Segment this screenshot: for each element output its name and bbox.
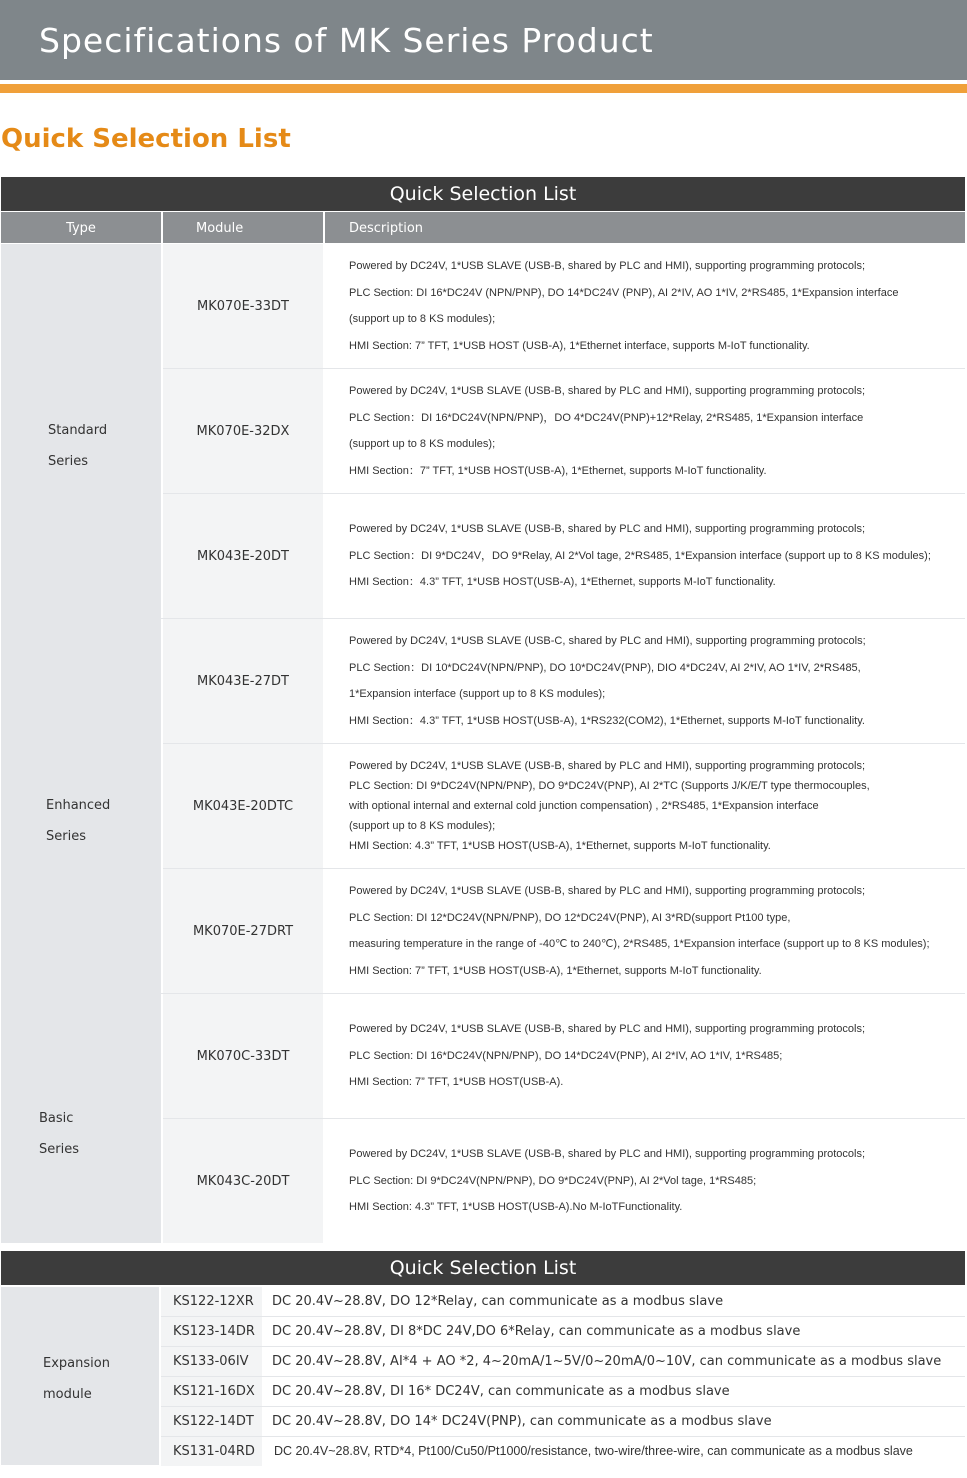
description-line: PLC Section: DI 9*DC24V(NPN/PNP), DO 9*DC24V(PNP), AI 2*TC (Supports J/K/E/T type thermocouples, [349,780,870,792]
type-label-line1: Enhanced [46,798,111,813]
description-line: (support up to 8 KS modules); [349,313,496,325]
description-cell [325,369,965,493]
description-line: (support up to 8 KS modules); [349,438,496,450]
model-cell: KS121-16DX [161,1377,262,1406]
description-line: HMI Section：4.3” TFT, 1*USB HOST(USB-A), 1*RS232(COM2), 1*Ethernet, supports M-IoT functionality. [349,714,865,727]
description-line: with optional internal and external cold junction compensation) , 2*RS485, 1*Expansion interface [349,800,819,812]
description-line: Powered by DC24V, 1*USB SLAVE (USB-B, shared by PLC and HMI), supporting programming protocols; [349,1023,866,1036]
type-group-standard [1,244,161,618]
description-line: Powered by DC24V, 1*USB SLAVE (USB-B, shared by PLC and HMI), supporting programming protocols; [349,760,866,772]
description-line: Powered by DC24V, 1*USB SLAVE (USB-B, shared by PLC and HMI), supporting programming protocols; [349,385,866,397]
description-line: PLC Section: DI 16*DC24V (NPN/PNP), DO 14*DC24V (PNP), AI 2*IV, AO 1*IV, 2*RS485, 1*Expansion interface [349,286,899,299]
model-cell: MK043E-20DT [163,494,323,618]
type-label-line1: Standard [48,423,108,438]
description-cell [325,494,965,618]
type-label-line2: Series [46,829,86,844]
model-cell: KS133-06IV [161,1347,262,1376]
description-line: Powered by DC24V, 1*USB SLAVE (USB-B, shared by PLC and HMI), supporting programming protocols; [349,1148,866,1161]
description-line: Powered by DC24V, 1*USB SLAVE (USB-B, shared by PLC and HMI), supporting programming protocols; [349,885,866,897]
banner-accent-line [0,84,967,93]
description-cell [325,869,965,993]
type-group-expansion [1,1287,159,1465]
model-cell: KS122-12XR [161,1287,262,1316]
description-line: HMI Section: 7” TFT, 1*USB HOST(USB-A), 1*Ethernet, supports M-IoT functionality. [349,964,762,977]
description-cell: DC 20.4V~28.8V, DI 8*DC 24V,DO 6*Relay, can communicate as a modbus slave [264,1317,965,1346]
description-line: (support up to 8 KS modules); [349,820,496,832]
description-cell: DC 20.4V~28.8V, DI 16* DC24V, can communicate as a modbus slave [264,1377,965,1406]
model-cell: MK070E-27DRT [163,869,323,993]
description-line: HMI Section: 7” TFT, 1*USB HOST (USB-A), 1*Ethernet interface, supports M-IoT functionality. [349,339,810,352]
type-label-line2: Series [39,1142,79,1157]
table-row [161,1317,965,1346]
description-line: HMI Section: 7” TFT, 1*USB HOST(USB-A). [349,1076,564,1089]
description-line: PLC Section: DI 12*DC24V(NPN/PNP), DO 12*DC24V(PNP), AI 3*RD(support Pt100 type, [349,911,791,924]
table-row [161,1287,965,1316]
column-header-type: Type [1,212,161,243]
section-title: Quick Selection List [1,124,291,154]
description-cell [325,994,965,1118]
type-label-line2: module [43,1387,92,1402]
type-group-enhanced [1,619,161,993]
description-line: PLC Section: DI 16*DC24V(NPN/PNP), DO 14*DC24V(PNP), AI 2*IV, AO 1*IV, 1*RS485; [349,1049,783,1062]
table-row [161,1347,965,1376]
type-label-line1: Basic [39,1111,74,1126]
description-line: Powered by DC24V, 1*USB SLAVE (USB-C, shared by PLC and HMI), supporting programming protocols; [349,635,866,647]
model-cell: MK070E-32DX [163,369,323,493]
description-line: Powered by DC24V, 1*USB SLAVE (USB-B, shared by PLC and HMI), supporting programming protocols; [349,523,866,536]
description-cell: DC 20.4V~28.8V, AI*4 + AO *2, 4~20mA/1~5V/0~20mA/0~10V, can communicate as a modbus slave [264,1347,965,1376]
model-cell: KS123-14DR [161,1317,262,1346]
page-title: Specifications of MK Series Product [39,21,654,60]
description-line: PLC Section: DI 9*DC24V(NPN/PNP), DO 9*DC24V(PNP), AI 2*Vol tage, 1*RS485; [349,1174,757,1187]
description-cell [325,1119,965,1243]
description-line: HMI Section: 4.3” TFT, 1*USB HOST(USB-A).No M-IoTFunctionality. [349,1201,683,1214]
description-cell [325,619,965,743]
column-header-module: Module [163,212,323,243]
model-cell: MK043E-20DTC [163,744,323,868]
table-row [161,1407,965,1436]
description-line: HMI Section: 4.3” TFT, 1*USB HOST(USB-A), 1*Ethernet, supports M-IoT functionality. [349,840,771,852]
table1-title: Quick Selection List [1,177,965,211]
description-line: PLC Section：DI 9*DC24V，DO 9*Relay, AI 2*Vol tage, 2*RS485, 1*Expansion interface (support up to 8 KS modules); [349,549,931,562]
description-cell [325,744,965,868]
model-cell: MK070C-33DT [163,994,323,1118]
table2-title: Quick Selection List [1,1251,965,1285]
column-header-description: Description [325,212,965,243]
description-cell: DC 20.4V~28.8V, DO 12*Relay, can communicate as a modbus slave [264,1287,965,1316]
description-line: HMI Section：4.3” TFT, 1*USB HOST(USB-A), 1*Ethernet, supports M-IoT functionality. [349,576,776,589]
type-label-line1: Expansion [43,1356,110,1371]
model-cell: KS122-14DT [161,1407,262,1436]
description-cell: DC 20.4V~28.8V, RTD*4, Pt100/Cu50/Pt1000/resistance, two-wire/three-wire, can communicate as a modbus slave [264,1437,965,1466]
type-group-basic [1,994,161,1243]
model-cell: MK070E-33DT [163,244,323,368]
description-cell [325,244,965,368]
description-line: 1*Expansion interface (support up to 8 KS modules); [349,688,606,700]
description-line: PLC Section：DI 10*DC24V(NPN/PNP), DO 10*DC24V(PNP), DIO 4*DC24V, AI 2*IV, AO 1*IV, 2*RS485, [349,661,861,674]
description-line: PLC Section：DI 16*DC24V(NPN/PNP)，DO 4*DC24V(PNP)+12*Relay, 2*RS485, 1*Expansion interface [349,411,864,424]
model-cell: KS131-04RD [161,1437,262,1466]
model-cell: MK043C-20DT [163,1119,323,1243]
type-label-line2: Series [48,454,88,469]
description-line: Powered by DC24V, 1*USB SLAVE (USB-B, shared by PLC and HMI), supporting programming protocols; [349,260,866,272]
description-cell: DC 20.4V~28.8V, DO 14* DC24V(PNP), can communicate as a modbus slave [264,1407,965,1436]
page-banner [0,0,967,80]
table-row [161,1377,965,1406]
description-line: HMI Section：7” TFT, 1*USB HOST(USB-A), 1*Ethernet, supports M-IoT functionality. [349,464,767,477]
model-cell: MK043E-27DT [163,619,323,743]
description-line: measuring temperature in the range of -40℃ to 240℃), 2*RS485, 1*Expansion interface (support up to 8 KS modules); [349,938,930,950]
table-row [161,1437,965,1466]
